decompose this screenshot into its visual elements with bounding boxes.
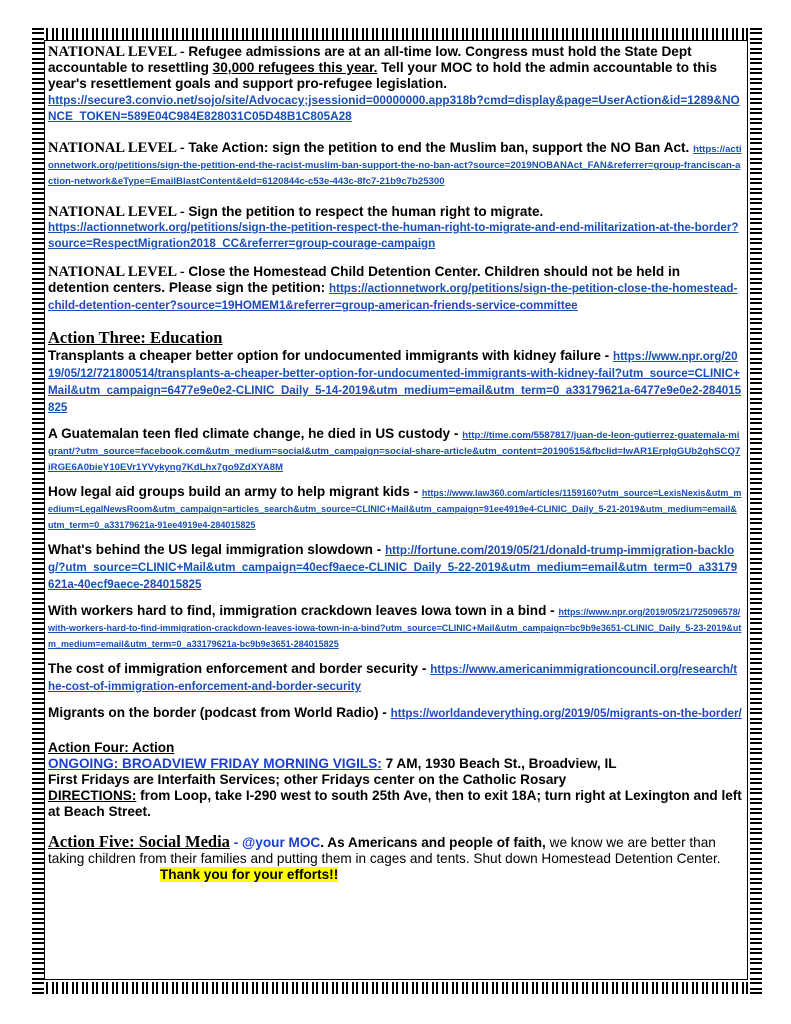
national-level-label: NATIONAL LEVEL - xyxy=(48,264,189,280)
news-item xyxy=(48,348,742,416)
news-title: A Guatemalan teen fled climate change, he died in US custody - xyxy=(48,426,463,441)
petition-link[interactable]: https://actionnetwork.org/petitions/sign-the-petition-close-the-homestead-child-detention-center?source=19HOMEM1&referrer=group-american-friends-service-committee xyxy=(48,282,738,312)
news-item xyxy=(48,484,742,532)
greek-key-border-top xyxy=(32,28,762,40)
action-five-heading: Action Five: Social Media xyxy=(48,832,230,851)
news-link[interactable]: https://www.npr.org/2019/05/21/725096578/with-workers-hard-to-find-immigration-crackdown-leaves-iowa-town-in-a-bind?utm_source=CLINIC+Mail&utm_campaign=bc9b9e3651-CLINIC_Daily_5-23-2019&utm_medium=email&utm_term=0_a33179621a-bc9b9e3651-284015825 xyxy=(48,607,742,649)
vigil-note: First Fridays are Interfaith Services; other Fridays center on the Catholic Rosary xyxy=(48,772,567,787)
action-five-block xyxy=(48,834,742,883)
national-level-muslim-ban xyxy=(48,140,742,188)
moc-handle: - @your MOC xyxy=(229,835,321,850)
greek-key-border-bottom xyxy=(32,982,762,994)
news-item xyxy=(48,603,742,651)
news-item xyxy=(48,542,742,593)
document-body xyxy=(48,44,742,883)
news-link[interactable]: http://fortune.com/2019/05/21/donald-trump-immigration-backlog/?utm_source=CLINIC+Mail&utm_campaign=40ecf9aece-CLINIC_Daily_5-22-2019&utm_medium=email&utm_term=0_a33179621a-40ecf9aece-284015825 xyxy=(48,544,738,591)
news-item xyxy=(48,705,742,722)
news-item xyxy=(48,426,742,474)
vigil-block xyxy=(48,756,742,820)
paragraph-text: Sign the petition to respect the human right to migrate. xyxy=(188,204,544,219)
vigil-label: ONGOING: BROADVIEW FRIDAY MORNING VIGILS: xyxy=(48,756,382,771)
news-link[interactable]: http://time.com/5587817/juan-de-leon-gutierrez-guatemala-migrant/?utm_source=facebook.com&utm_medium=social&utm_campaign=social-share-article&utm_content=20190515&fbclid=IwAR1ErplgGUb2ghSCQ7iRGE6A0bieY10EVr1YVykyng7KdLhx7go9ZdXYA8M xyxy=(48,430,741,473)
national-level-label: NATIONAL LEVEL - xyxy=(48,204,189,220)
greek-key-border-left xyxy=(32,28,44,994)
news-title: With workers hard to find, immigration crackdown leaves Iowa town in a bind - xyxy=(48,603,559,618)
action-three-heading: Action Three: Education xyxy=(48,328,223,347)
paragraph-text: we know we are better than taking children from their families and putting them in cages and tents. Shut down Homestead Detention Center. xyxy=(48,835,721,866)
national-level-label: NATIONAL LEVEL - xyxy=(48,140,189,156)
news-title: The cost of immigration enforcement and border security - xyxy=(48,661,431,676)
news-title: Migrants on the border (podcast from World Radio) - xyxy=(48,705,391,720)
paragraph-text: . As Americans and people of faith, xyxy=(320,835,546,850)
news-link[interactable]: https://www.americanimmigrationcouncil.org/research/the-cost-of-immigration-enforcement-and-border-security xyxy=(48,663,738,693)
news-item xyxy=(48,661,742,695)
greek-key-border-right xyxy=(750,28,762,994)
news-link[interactable]: https://worldandeverything.org/2019/05/migrants-on-the-border/ xyxy=(390,707,742,720)
paragraph-text: Take Action: sign the petition to end the Muslim ban, support the NO Ban Act. xyxy=(188,140,690,155)
underlined-text: 30,000 refugees this year. xyxy=(212,60,378,75)
vigil-time-place: 7 AM, 1930 Beach St., Broadview, IL xyxy=(381,756,617,771)
national-level-refugees xyxy=(48,44,742,124)
national-level-migrate xyxy=(48,204,742,252)
national-level-label: NATIONAL LEVEL - xyxy=(48,44,189,60)
news-title: What's behind the US legal immigration slowdown - xyxy=(48,542,386,557)
action-four-heading: Action Four: Action xyxy=(48,740,175,755)
thank-you-note: Thank you for your efforts!! xyxy=(160,867,339,882)
news-title: How legal aid groups build an army to help migrant kids - xyxy=(48,484,422,499)
paragraph-text: Refugee admissions are at an all-time low. Congress must hold the State Dept accountable to resettling xyxy=(48,44,692,75)
news-link[interactable]: https://www.law360.com/articles/1159160?utm_source=LexisNexis&utm_medium=LegalNewsRoom&utm_campaign=articles_search&utm_source=CLINIC+Mail&utm_campaign=91ee4919e4-CLINIC_Daily_5-21-2019&utm_medium=email&utm_term=0_a33179621a-91ee4919e4-284015825 xyxy=(48,488,742,530)
paragraph-text: Close the Homestead Child Detention Center. Children should not be held in detention centers. Please sign the petition: xyxy=(48,264,681,295)
petition-link[interactable]: https://secure3.convio.net/sojo/site/Advocacy;jsessionid=00000000.app318b?cmd=display&page=UserAction&id=1289&NONCE_TOKEN=589E04C984E828031C05D48B1C805A28 xyxy=(48,93,740,123)
directions-label: DIRECTIONS: xyxy=(48,788,137,803)
national-level-homestead xyxy=(48,264,742,314)
petition-link[interactable]: https://actionnetwork.org/petitions/sign-the-petition-end-the-racist-muslim-ban-support-the-no-ban-act?source=2019NOBANAct_FAN&referrer=group-franciscan-action-network&eType=EmailBlastContent&eId=6120844c-c53e-443c-8fc7-21b9c7b25300 xyxy=(48,144,742,187)
directions-text: from Loop, take I-290 west to south 25th Ave, then to exit 18A; turn right at Lexington and left at Beach Street. xyxy=(48,788,742,819)
news-title: Transplants a cheaper better option for undocumented immigrants with kidney failure - xyxy=(48,348,613,363)
petition-link[interactable]: https://actionnetwork.org/petitions/sign-the-petition-respect-the-human-right-to-migrate-and-end-militarization-at-the-border?source=RespectMigration2018_CC&referrer=group-courage-campaign xyxy=(48,221,739,250)
news-link[interactable]: https://www.npr.org/2019/05/12/721800514/transplants-a-cheaper-better-option-for-undocumented-immigrants-with-kidney-fail?utm_source=CLINIC+Mail&utm_campaign=6477e9e0e2-CLINIC_Daily_5-14-2019&utm_medium=email&utm_term=0_a33179621a-6477e9e0e2-284015825 xyxy=(48,350,742,414)
paragraph-text: Tell your MOC to hold the admin accountable to this year's resettlement goals and support pro-refugee legislation. xyxy=(48,60,718,91)
